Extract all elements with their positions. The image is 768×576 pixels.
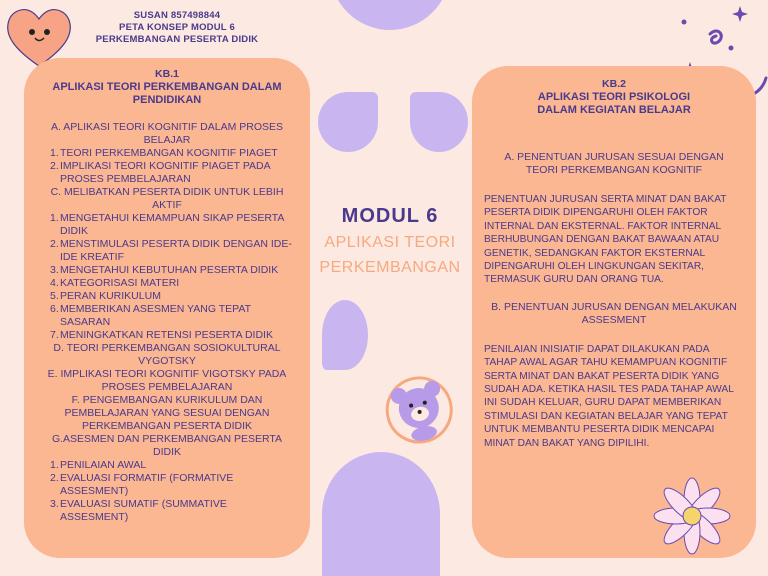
kb1-section-heading: G.ASESMEN DAN PERKEMBANGAN PESERTA DIDIK xyxy=(51,433,283,458)
list-item-number: 4. xyxy=(50,277,59,289)
list-item-text: MENINGKATKAN RETENSI PESERTA DIDIK xyxy=(60,329,273,341)
list-item-text: TEORI PERKEMBANGAN KOGNITIF PIAGET xyxy=(60,147,278,159)
header xyxy=(72,10,282,46)
kb1-list-item xyxy=(34,472,300,498)
header-topic: PERKEMBANGAN PESERTA DIDIK xyxy=(95,34,259,45)
list-item-text: MENSTIMULASI PESERTA DIDIK DENGAN IDE-IDE KREATIF xyxy=(60,238,292,263)
kb1-list-item xyxy=(34,329,300,342)
list-item-text: EVALUASI FORMATIF (FORMATIVE ASSESMENT) xyxy=(60,472,234,497)
lilac-blob-upper-right xyxy=(410,92,468,152)
kb1-card xyxy=(24,58,310,558)
lilac-blob-upper-left xyxy=(318,92,378,152)
kb1-section-heading: E. IMPLIKASI TEORI KOGNITIF VIGOTSKY PADA PROSES PEMBELAJARAN xyxy=(47,368,287,393)
list-item-text: EVALUASI SUMATIF (SUMMATIVE ASSESMENT) xyxy=(60,498,227,523)
module-subtitle-1: APLIKASI TEORI xyxy=(324,234,456,251)
kb1-section-heading: D. TEORI PERKEMBANGAN SOSIOKULTURAL VYGOTSKY xyxy=(53,342,281,367)
header-module: PETA KONSEP MODUL 6 xyxy=(119,22,235,33)
kb1-list-item xyxy=(34,498,300,524)
list-item-number: 3. xyxy=(50,498,59,510)
kb1-list-item xyxy=(34,147,300,160)
module-title: MODUL 6 xyxy=(341,205,439,227)
kb1-list-item xyxy=(34,303,300,329)
kb1-list-item xyxy=(34,290,300,303)
list-item-number: 1. xyxy=(50,212,59,224)
kb1-list-item xyxy=(34,238,300,264)
kb1-list-item xyxy=(34,277,300,290)
list-item-number: 1. xyxy=(50,459,59,471)
kb2-label: KB.2 xyxy=(602,78,626,90)
list-item-text: MEMBERIKAN ASESMEN YANG TEPAT SASARAN xyxy=(60,303,251,328)
kb1-list-item xyxy=(34,160,300,186)
teddy-bear-sticker-icon xyxy=(380,370,458,448)
module-subtitle-2: PERKEMBANGAN xyxy=(319,259,461,276)
list-item-number: 2. xyxy=(50,472,59,484)
module-title-block xyxy=(312,205,468,278)
kb1-section-heading: C. MELIBATKAN PESERTA DIDIK UNTUK LEBIH AKTIF xyxy=(50,186,284,211)
kb1-content xyxy=(34,121,300,524)
kb2-paragraph-b: PENILAIAN INISIATIF DAPAT DILAKUKAN PADA TAHAP AWAL AGAR TAHU KEMAMPUAN KOGNITIF SERTA MINAT DAN BAKAT PESERTA DIDIK YANG SUDAH ADA. KETIKA HASIL TES PADA TAHAP AWAL INI SUDAH KELUAR, GURU DAPAT MEMBERIKAN STIMULASI DAN KEGIATAN BELAJAR YANG TEPAT UNTUK MEMBANTU PESERTA DIDIK MENCAPAI MINAT DAN BAKAT YANG DIPILIHI. xyxy=(484,343,734,449)
header-name: SUSAN 857498844 xyxy=(133,10,221,21)
flower-icon xyxy=(652,476,732,556)
list-item-text: PENILAIAN AWAL xyxy=(60,459,147,471)
list-item-number: 2. xyxy=(50,160,59,172)
kb1-label: KB.1 xyxy=(155,68,179,80)
list-item-text: PERAN KURIKULUM xyxy=(60,290,161,302)
list-item-number: 6. xyxy=(50,303,59,315)
kb1-title: APLIKASI TEORI PERKEMBANGAN DALAM PENDIDIKAN xyxy=(52,81,282,106)
list-item-number: 2. xyxy=(50,238,59,250)
lilac-blob-top xyxy=(330,0,450,30)
kb1-section-heading: A. APLIKASI TEORI KOGNITIF DALAM PROSES BELAJAR xyxy=(50,121,284,146)
list-item-text: KATEGORISASI MATERI xyxy=(60,277,180,289)
list-item-number: 3. xyxy=(50,264,59,276)
lilac-blob-bottom xyxy=(322,452,440,576)
list-item-text: IMPLIKASI TEORI KOGNITIF PIAGET PADA PROSES PEMBELAJARAN xyxy=(60,160,271,185)
kb2-title: APLIKASI TEORI PSIKOLOGI DALAM KEGIATAN BELAJAR xyxy=(537,91,691,116)
list-item-number: 1. xyxy=(50,147,59,159)
list-item-text: MENGETAHUI KEBUTUHAN PESERTA DIDIK xyxy=(60,264,279,276)
list-item-number: 5. xyxy=(50,290,59,302)
kb1-list-item xyxy=(34,264,300,277)
kb2-section-b: B. PENENTUAN JURUSAN DENGAN MELAKUKAN ASSESMENT xyxy=(491,300,737,326)
list-item-text: MENGETAHUI KEMAMPUAN SIKAP PESERTA DIDIK xyxy=(60,212,284,237)
kb2-paragraph-a: PENENTUAN JURUSAN SERTA MINAT DAN BAKAT PESERTA DIDIK DIPENGARUHI OLEH FAKTOR INTERNAL DAN EKSTERNAL. FAKTOR INTERNAL BERHUBUNGAN DENGAN BAKAT BAWAAN ATAU GENETIK, SEDANGKAN FAKTOR EKSTERNAL DIPENGARUHI OLEH LINGKUNGAN SEKITAR, TERMASUK GURU DAN ORANG TUA. xyxy=(484,194,727,286)
lilac-blob-mid xyxy=(322,300,368,370)
kb2-section-a: A. PENENTUAN JURUSAN SESUAI DENGAN TEORI PERKEMBANGAN KOGNITIF xyxy=(504,151,724,176)
kb1-list-item xyxy=(34,459,300,472)
kb1-section-heading: F. PENGEMBANGAN KURIKULUM DAN PEMBELAJARAN YANG SESUAI DENGAN PERKEMBANGAN PESERTA DIDIK xyxy=(64,394,270,432)
kb1-list-item xyxy=(34,212,300,238)
list-item-number: 7. xyxy=(50,329,59,341)
